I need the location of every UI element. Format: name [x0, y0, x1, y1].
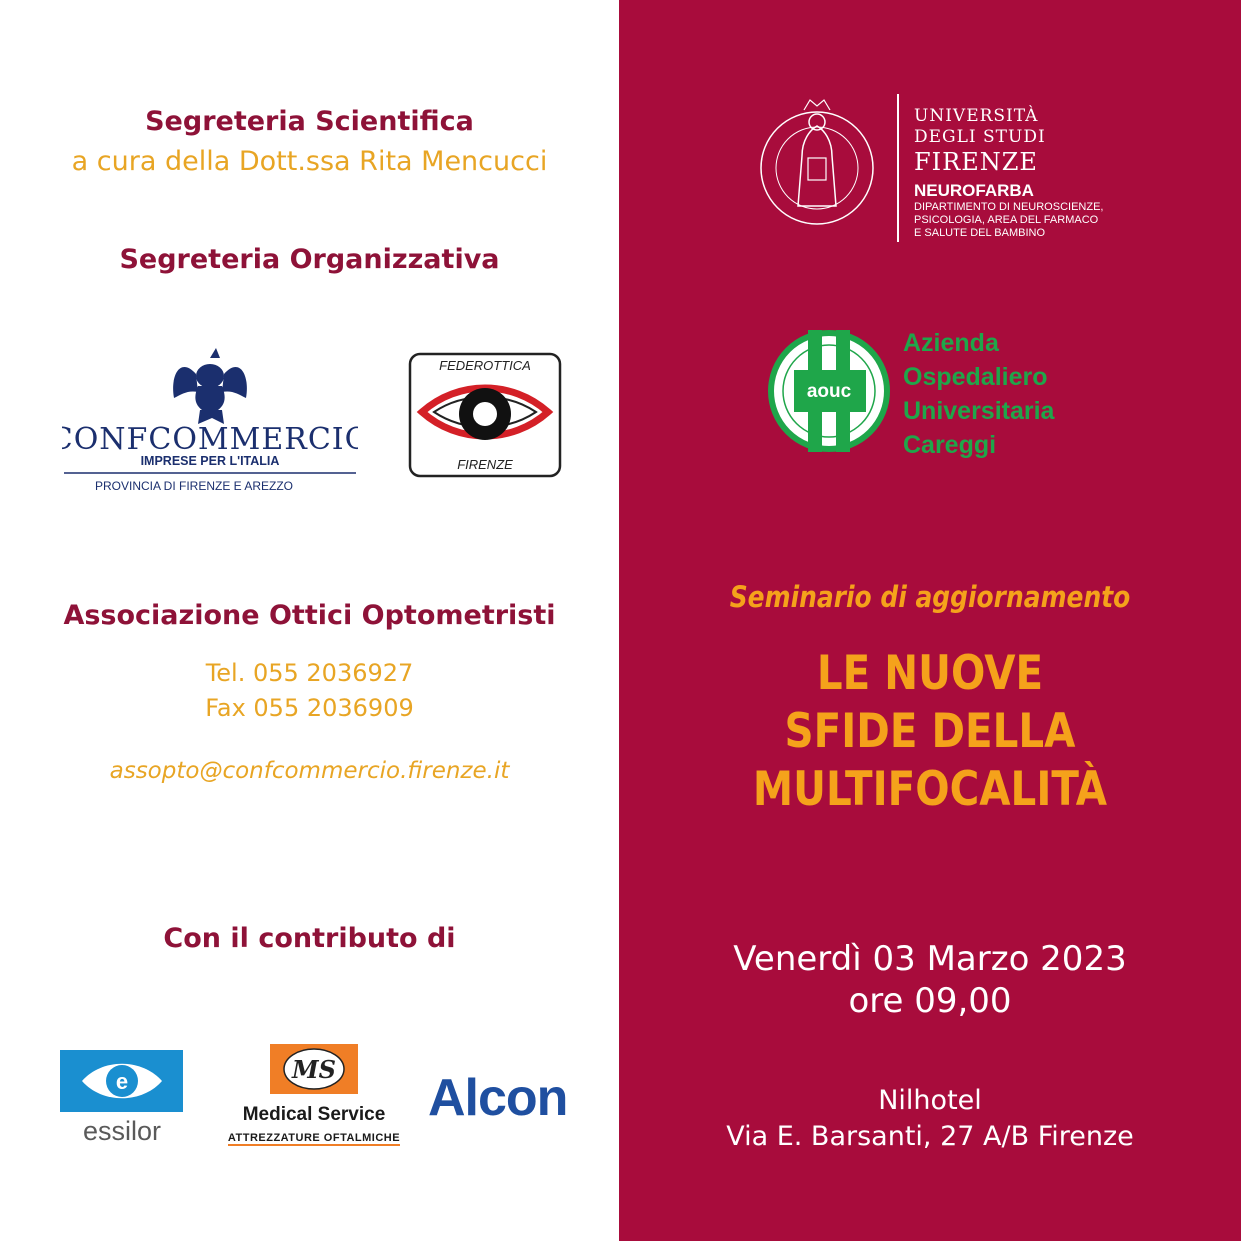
unifi-line2: DEGLI STUDI — [914, 127, 1046, 147]
alcon-logo: Alcon — [428, 1069, 568, 1127]
fax-number: Fax 055 2036909 — [205, 694, 414, 722]
venue-name: Nilhotel — [878, 1085, 982, 1116]
aouc-line4: Careggi — [903, 431, 997, 459]
title-line2: SFIDE DELLA — [784, 704, 1076, 759]
svg-text:PROVINCIA DI FIRENZE E AREZZO: PROVINCIA DI FIRENZE E AREZZO — [94, 479, 294, 493]
aouc-text — [903, 326, 1054, 462]
unifi-wordmark — [914, 106, 1046, 176]
svg-text:ATTREZZATURE OFTALMICHE: ATTREZZATURE OFTALMICHE — [227, 1132, 401, 1144]
svg-text:FIRENZE: FIRENZE — [457, 457, 513, 472]
associazione-heading: Associazione Ottici Optometristi — [63, 600, 556, 631]
seminar-kicker: Seminario di aggiornamento — [729, 580, 1131, 614]
telephone-number: Tel. 055 2036927 — [205, 659, 414, 687]
unifi-divider — [897, 94, 899, 242]
medical-service-logo — [225, 1043, 403, 1148]
event-location — [619, 1083, 1241, 1155]
contributo-heading: Con il contributo di — [163, 923, 456, 954]
essilor-logo — [60, 1050, 185, 1145]
svg-text:MS: MS — [292, 1055, 336, 1084]
venue-address: Via E. Barsanti, 27 A/B Firenze — [726, 1121, 1134, 1152]
unifi-line3: FIRENZE — [914, 148, 1038, 176]
neurofarba-title: NEUROFARBA — [914, 181, 1034, 200]
svg-text:IMPRESE PER L'ITALIA: IMPRESE PER L'ITALIA — [140, 454, 280, 468]
confcommercio-logo — [62, 336, 358, 496]
unifi-seal — [758, 96, 876, 241]
svg-text:essilor: essilor — [82, 1116, 162, 1145]
aouc-line2: Ospedaliero — [903, 363, 1048, 391]
neurofarba-block — [914, 181, 1103, 240]
event-date: Venerdì 03 Marzo 2023 — [733, 939, 1127, 979]
aouc-line1: Azienda — [903, 329, 999, 357]
event-datetime — [619, 938, 1241, 1022]
event-time: ore 09,00 — [848, 981, 1012, 1021]
neurofarba-desc2: PSICOLOGIA, AREA DEL FARMACO — [914, 214, 1099, 226]
aouc-line3: Universitaria — [903, 397, 1055, 425]
neurofarba-desc3: E SALUTE DEL BAMBINO — [914, 227, 1046, 239]
neurofarba-desc1: DIPARTIMENTO DI NEUROSCIENZE, — [914, 201, 1104, 213]
segreteria-organizzativa-heading: Segreteria Organizzativa — [119, 244, 500, 275]
segreteria-scientifica-heading: Segreteria Scientifica — [145, 106, 474, 137]
unifi-line1: UNIVERSITÀ — [914, 106, 1039, 126]
segreteria-scientifica-subtitle: a cura della Dott.ssa Rita Mencucci — [71, 146, 548, 177]
event-title — [663, 645, 1198, 819]
federottica-logo — [408, 352, 562, 480]
svg-text:FEDEROTTICA: FEDEROTTICA — [439, 358, 531, 373]
eagle-icon — [62, 336, 358, 496]
svg-text:aouc: aouc — [806, 381, 852, 402]
title-line3: MULTIFOCALITÀ — [752, 762, 1108, 817]
svg-text:Medical Service: Medical Service — [242, 1104, 386, 1125]
title-line1: LE NUOVE — [816, 646, 1044, 701]
svg-text:e: e — [115, 1069, 129, 1094]
aouc-emblem — [764, 326, 894, 456]
email-link[interactable]: assopto@confcommercio.firenze.it — [109, 758, 510, 784]
svg-text:CONFCOMMERCIO: CONFCOMMERCIO — [62, 422, 358, 457]
